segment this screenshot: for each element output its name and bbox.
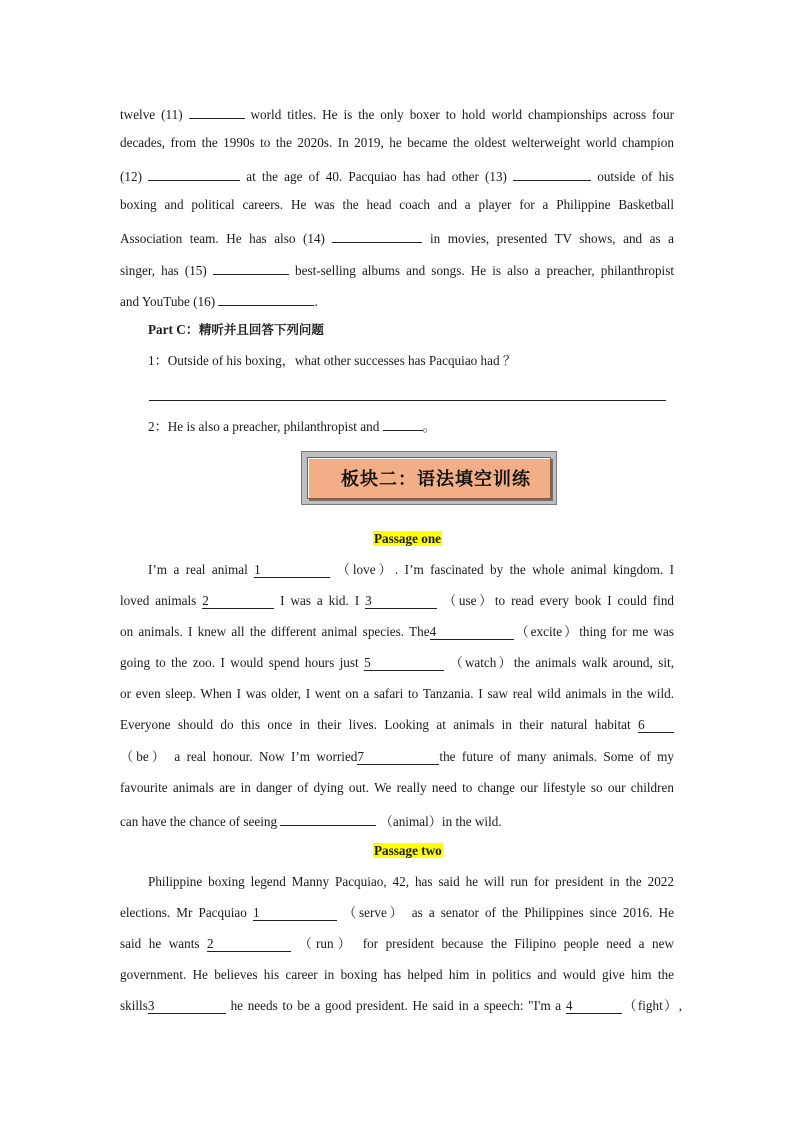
p1-blank-4[interactable]: 4: [430, 625, 514, 640]
p2-line-2: elections. Mr Pacquiao 1 （serve） as a senator of the Philippines since 2016. He: [120, 905, 675, 920]
p1-line-7: （be） a real honour. Now I’m worried7 the future of many animals. Some of my: [120, 749, 674, 764]
p2-blank-4[interactable]: 4: [566, 999, 622, 1014]
part-c-question-2: 2：He is also a preacher, philanthropist and 。: [148, 416, 674, 435]
answer-line-1[interactable]: [149, 400, 666, 401]
intro-line-6: singer, has (15) best-selling albums and songs. He is also a preacher, philanthropist: [120, 260, 674, 279]
p1-blank-3[interactable]: 3: [365, 594, 437, 609]
p2-line-4: government. He believes his career in boxing has helped him in politics and would give him the: [120, 967, 674, 982]
p2-line-3: said he wants 2 （run） for president because the Filipino people need a new: [120, 936, 675, 951]
passage-two-heading: Passage two: [374, 843, 442, 858]
p1-line-3: on animals. I knew all the different animal species. The4 （excite）thing for me was: [120, 624, 675, 639]
p1-line-4: going to the zoo. I would spend hours just 5 （watch）the animals walk around, sit,: [120, 655, 674, 670]
p1-line-2: loved animals 2 I was a kid. I 3 （use）to read every book I could find: [120, 593, 675, 608]
intro-line-2: decades, from the 1990s to the 2020s. In 2019, he became the oldest welterweight world champion: [120, 135, 674, 150]
intro-line-1: twelve (11) world titles. He is the only boxer to hold world championships across four: [120, 104, 674, 123]
blank-15[interactable]: [213, 260, 289, 275]
section-title-inner: [307, 457, 551, 499]
p2-blank-1[interactable]: 1: [253, 906, 337, 921]
intro-line-3: (12) at the age of 40. Pacquiao has had other (13) outside of his: [120, 166, 674, 185]
blank-12[interactable]: [148, 166, 240, 181]
p1-blank-2[interactable]: 2: [202, 594, 274, 609]
blank-14[interactable]: [332, 228, 422, 243]
p1-line-5: or even sleep. When I was older, I went on a safari to Tanzania. I saw real wild animals in the wild.: [120, 686, 674, 701]
p1-line-1: I’m a real animal 1 （love）. I’m fascinated by the whole animal kingdom. I: [148, 562, 674, 577]
part-c-question-1: 1：Outside of his boxing，what other successes has Pacquiao had ？: [148, 353, 517, 368]
part-c-heading: Part C：精听并且回答下列问题: [148, 322, 324, 337]
passage-one-heading: Passage one: [374, 531, 442, 546]
intro-line-4: boxing and political careers. He was the head coach and a player for a Philippine Basketball: [120, 197, 674, 212]
blank-q2[interactable]: [383, 416, 423, 431]
intro-line-7: and YouTube (16) .: [120, 291, 674, 310]
p2-line-5: skills3 he needs to be a good president. He said in a speech: "I'm a 4 （fight）,: [120, 998, 683, 1013]
p1-blank-8[interactable]: [280, 811, 376, 826]
blank-13[interactable]: [513, 166, 591, 181]
p1-blank-6[interactable]: 6: [638, 718, 674, 733]
p1-blank-1[interactable]: 1: [254, 563, 330, 578]
blank-11[interactable]: [189, 104, 245, 119]
intro-line-5: Association team. He has also (14) in movies, presented TV shows, and as a: [120, 228, 674, 247]
section-title-box: [301, 451, 557, 505]
p1-blank-5[interactable]: 5: [364, 656, 444, 671]
p2-blank-2[interactable]: 2: [207, 937, 291, 952]
p1-blank-7[interactable]: 7: [357, 750, 439, 765]
p1-line-6: Everyone should do this once in their lives. Looking at animals in their natural habitat 6: [120, 717, 674, 733]
blank-16[interactable]: [218, 291, 314, 306]
p2-line-1: Philippine boxing legend Manny Pacquiao, 42, has said he will run for president in the 2022: [148, 874, 674, 889]
p1-line-8: favourite animals are in danger of dying out. We really need to change our lifestyle so our children: [120, 780, 674, 795]
section-title: 板块二：语法填空训练: [341, 469, 531, 490]
p1-line-9: can have the chance of seeing （animal）in the wild.: [120, 811, 674, 830]
p2-blank-3[interactable]: 3: [148, 999, 226, 1014]
